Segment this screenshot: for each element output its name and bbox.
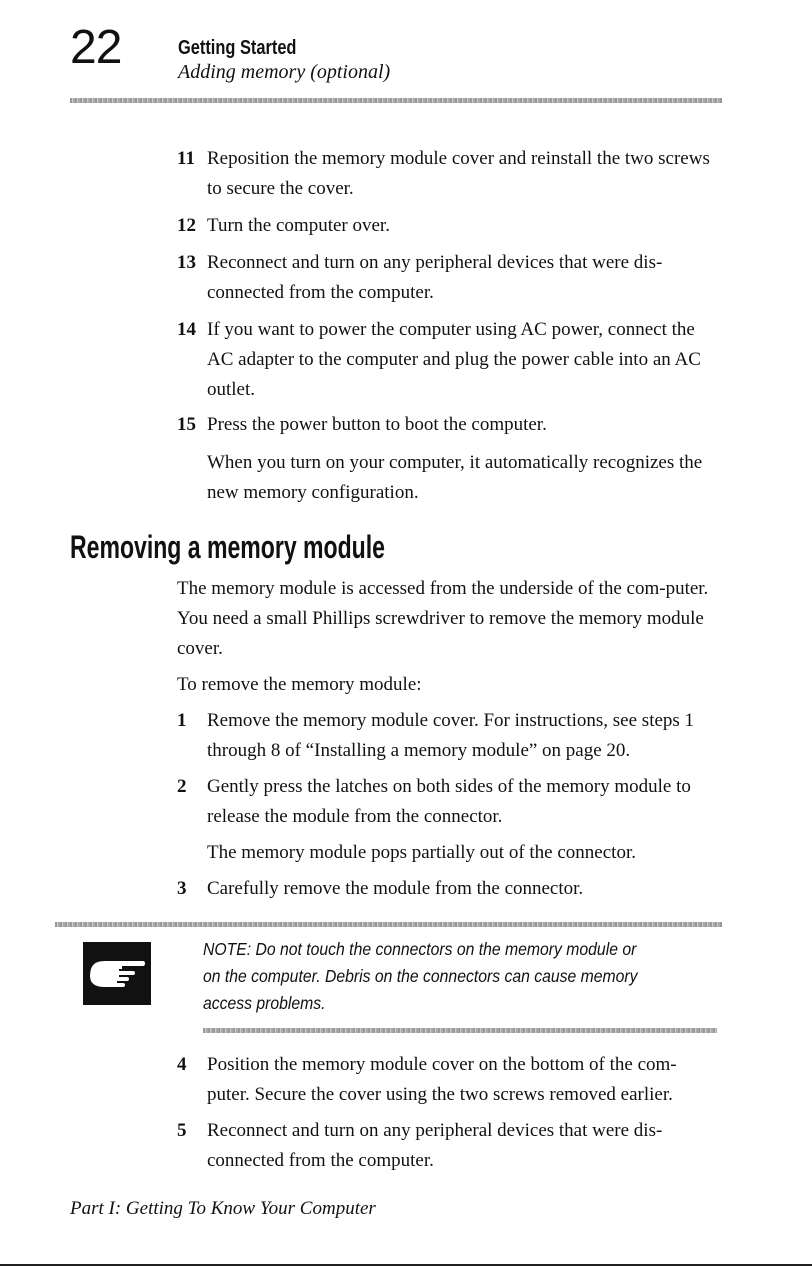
step-number: 4 [177, 1054, 187, 1075]
step-number: 3 [177, 878, 187, 899]
step-4 [177, 1050, 717, 1110]
section-heading: Removing a memory module [70, 529, 385, 565]
step-number: 14 [177, 319, 196, 340]
step-number: 1 [177, 710, 187, 731]
step-number: 13 [177, 252, 196, 273]
step-2-followup: The memory module pops partially out of the connector. [207, 842, 636, 863]
step-12 [177, 211, 717, 241]
step-number: 2 [177, 776, 187, 797]
step-13 [177, 248, 717, 308]
lead-in-text: To remove the memory module: [177, 674, 422, 695]
step-text: Gently press the latches on both sides of the memory module to release the module from the connector. [207, 776, 691, 827]
note-bottom-rule [203, 1028, 717, 1033]
step-text: Turn the computer over. [207, 215, 390, 236]
step-number: 12 [177, 215, 196, 236]
note-text: NOTE: Do not touch the connectors on the memory module or on the computer. Debris on the connectors can cause memory access problems. [203, 939, 638, 1013]
step-text: Remove the memory module cover. For instructions, see steps 1 through 8 of “Installing a memory module” on page 20. [207, 710, 695, 761]
chapter-title: Getting Started [178, 37, 297, 59]
step-2 [177, 772, 717, 832]
step-15-followup: When you turn on your computer, it automatically recognizes the new memory configuration. [207, 452, 703, 503]
step-3 [177, 874, 717, 904]
step-number: 5 [177, 1120, 187, 1141]
page-number: 22 [70, 21, 122, 74]
step-text: Reposition the memory module cover and reinstall the two screws to secure the cover. [207, 148, 710, 199]
step-text: Press the power button to boot the computer. [207, 414, 547, 435]
step-text: Position the memory module cover on the bottom of the com-puter. Secure the cover using the two screws removed earlier. [207, 1054, 677, 1105]
page-bottom-edge [0, 1264, 812, 1266]
pointing-hand-icon [83, 942, 151, 1005]
step-number: 11 [177, 148, 195, 169]
header-rule [70, 98, 722, 103]
step-text: Reconnect and turn on any peripheral devices that were dis-connected from the computer. [207, 1120, 663, 1171]
intro-paragraph: The memory module is accessed from the underside of the com-puter. You need a small Phillips screwdriver to remove the memory module cover. [177, 578, 709, 659]
step-1 [177, 706, 717, 766]
note-top-rule [55, 922, 722, 927]
step-11 [177, 144, 717, 204]
step-number: 15 [177, 414, 196, 435]
step-text: Reconnect and turn on any peripheral devices that were dis-connected from the computer. [207, 252, 663, 303]
page-footer: Part I: Getting To Know Your Computer [70, 1198, 376, 1219]
step-14 [177, 315, 717, 405]
step-15 [177, 410, 717, 440]
step-text: If you want to power the computer using AC power, connect the AC adapter to the computer and plug the power cable into an AC outlet. [207, 319, 701, 400]
section-subtitle: Adding memory (optional) [178, 61, 391, 83]
step-text: Carefully remove the module from the connector. [207, 878, 584, 899]
step-5 [177, 1116, 717, 1176]
